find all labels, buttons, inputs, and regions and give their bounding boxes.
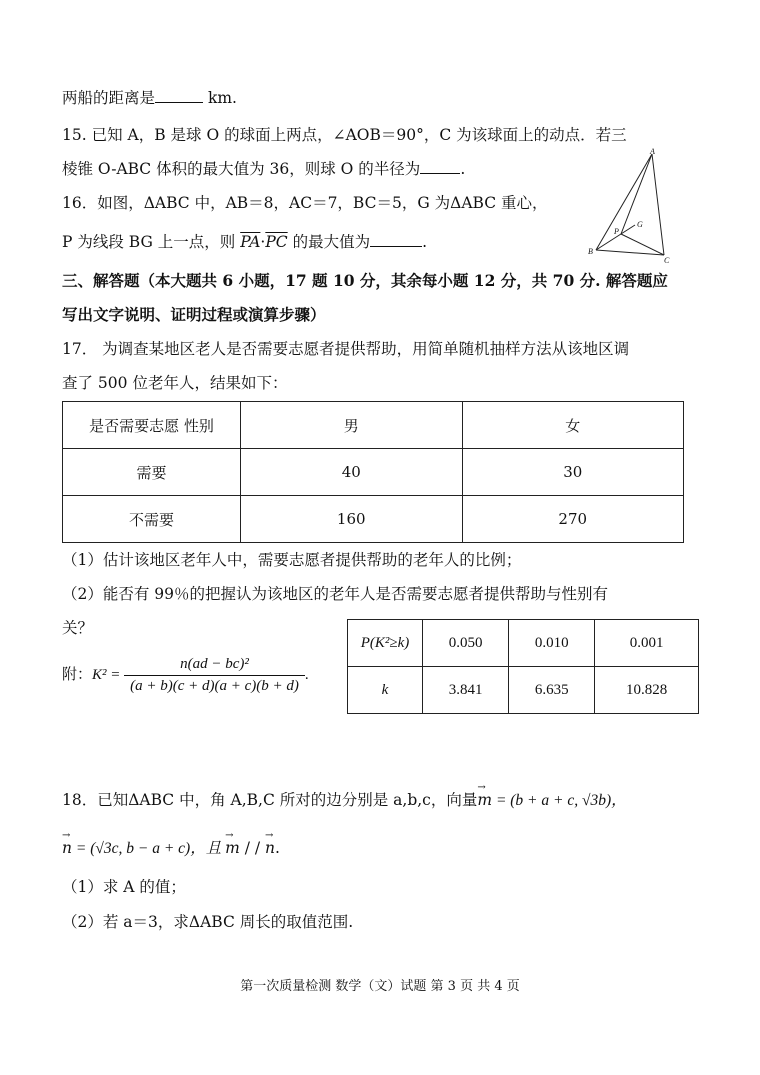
answer-blank-15[interactable]	[420, 159, 460, 174]
q17-part-1: （1）估计该地区老年人中，需要志愿者提供帮助的老年人的比例；	[62, 551, 522, 569]
answer-blank-14[interactable]	[155, 88, 203, 103]
vector-m-expr: = (b + a + c, √3b)，	[492, 792, 627, 809]
q17-line-2: 查了 500 位老年人，结果如下：	[62, 374, 288, 392]
table-cell: 30	[462, 449, 684, 496]
table-cell: 40	[241, 449, 463, 496]
q18-line-2	[62, 838, 280, 859]
q17-part-2-line-2: 关？	[62, 619, 94, 637]
table-cell: 270	[462, 496, 684, 543]
formula-lhs: K² =	[92, 666, 125, 683]
parallel-symbol: / /	[239, 839, 266, 857]
edge-ac	[652, 154, 664, 255]
vector-n: → n	[265, 838, 275, 858]
q14-text: 两船的距离是	[62, 89, 156, 107]
q18-part-2: （2）若 a＝3，求ΔABC 周长的取值范围.	[62, 913, 354, 931]
vector-n: → n	[62, 838, 72, 858]
section-3-line-1: 三、解答题（本大题共 6 小题，17 题 10 分，其余每小题 12 分，共 70 分. 解答题应	[62, 271, 668, 290]
q16-text-post: 的最大值为	[287, 233, 371, 251]
formula-end: .	[304, 666, 309, 683]
row-label: 需要	[63, 449, 241, 496]
header-cell: 女	[462, 402, 684, 449]
q15-line-1: 15. 已知 A，B 是球 O 的球面上两点，∠AOB＝90°，C 为该球面上的动点．若三	[62, 126, 627, 144]
q18-end: .	[275, 839, 280, 857]
header-cell: 男	[241, 402, 463, 449]
answer-blank-16[interactable]	[370, 232, 422, 247]
table-row	[348, 667, 699, 714]
q16-line-1: 16．如图，ΔABC 中，AB＝8，AC＝7，BC＝5，G 为ΔABC 重心，	[62, 194, 548, 212]
dot-operator: ·	[260, 233, 266, 251]
formula-fraction	[124, 656, 305, 695]
label-c: C	[664, 256, 670, 264]
q18-line-1	[62, 790, 627, 811]
formula-numerator: n(ad − bc)²	[124, 656, 305, 676]
q16-end: .	[422, 233, 428, 251]
q16-line-2	[62, 232, 427, 252]
critical-value-table	[347, 619, 699, 714]
label-a: A	[650, 148, 655, 156]
table-row	[348, 620, 699, 667]
vector-m: → m	[477, 790, 492, 810]
triangle-figure	[584, 148, 690, 264]
header-cell: 是否需要志愿 性别	[63, 402, 241, 449]
table-row	[63, 449, 684, 496]
table-cell: k	[348, 667, 423, 714]
table-cell: 10.828	[595, 667, 699, 714]
q14-line	[62, 88, 237, 108]
q15-text: 棱锥 O-ABC 体积的最大值为 36，则球 O 的半径为	[62, 160, 421, 178]
section-3-line-2: 写出文字说明、证明过程或演算步骤）	[62, 305, 326, 324]
q18-text: 18．已知ΔABC 中，角 A,B,C 所对的边分别是 a,b,c，向量	[62, 791, 478, 809]
survey-table	[62, 401, 684, 543]
q16-text: P 为线段 BG 上一点，则	[62, 233, 241, 251]
table-cell: 3.841	[423, 667, 509, 714]
table-row	[63, 402, 684, 449]
vector-m: → m	[225, 838, 240, 858]
q17-part-2-line-1: （2）能否有 99％的把握认为该地区的老年人是否需要志愿者提供帮助与性别有	[62, 585, 609, 603]
q18-part-1: （1）求 A 的值；	[62, 878, 186, 896]
q15-line-2	[62, 159, 465, 179]
table-row	[63, 496, 684, 543]
table-cell: 6.635	[509, 667, 595, 714]
q15-end: .	[460, 160, 466, 178]
vector-n-expr: = (√3c, b − a + c)，且	[71, 840, 226, 857]
table-cell: 0.050	[423, 620, 509, 667]
vector-pc: $\overline{PC}$	[265, 233, 288, 251]
appendix-label: 附：	[62, 664, 93, 683]
chi-square-formula	[62, 656, 309, 695]
table-cell: 0.010	[509, 620, 595, 667]
formula-denominator: (a + b)(c + d)(a + c)(b + d)	[130, 678, 299, 694]
table-cell: 0.001	[595, 620, 699, 667]
table-cell: P(K²≥k)	[348, 620, 423, 667]
label-g: G	[637, 220, 643, 229]
row-label: 不需要	[63, 496, 241, 543]
vector-pa: $\overline{PA}$	[240, 233, 261, 251]
page-footer: 第一次质量检测 数学（文）试题 第 3 页 共 4 页	[240, 979, 520, 994]
q17-line-1: 17． 为调查某地区老人是否需要志愿者提供帮助，用简单随机抽样方法从该地区调	[62, 340, 630, 358]
table-cell: 160	[241, 496, 463, 543]
edge-bc	[596, 250, 664, 255]
label-p: P	[614, 227, 619, 236]
q14-unit: km.	[203, 89, 237, 107]
label-b: B	[588, 247, 593, 256]
